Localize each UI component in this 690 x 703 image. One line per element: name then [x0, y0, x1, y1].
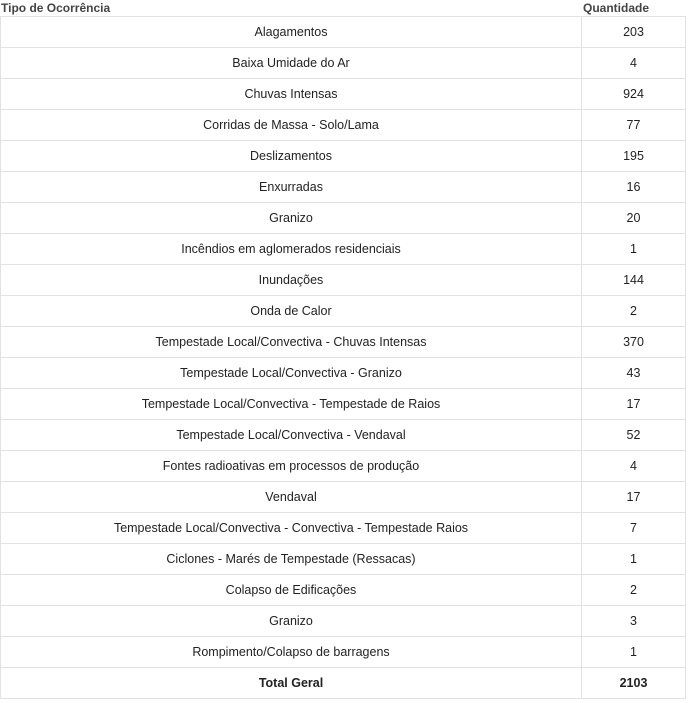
- quantity-cell: 4: [582, 451, 686, 481]
- occurrence-type-cell: Colapso de Edificações: [1, 575, 582, 605]
- header-type: Tipo de Ocorrência: [1, 1, 111, 15]
- quantity-cell: 20: [582, 203, 686, 233]
- quantity-cell: 52: [582, 420, 686, 450]
- quantity-cell: 3: [582, 606, 686, 636]
- occurrence-type-cell: Granizo: [1, 606, 582, 636]
- table-row: [1, 172, 686, 203]
- quantity-cell: 77: [582, 110, 686, 140]
- table-row: [1, 17, 686, 48]
- occurrence-type-cell: Incêndios em aglomerados residenciais: [1, 234, 582, 264]
- occurrence-type-cell: Enxurradas: [1, 172, 582, 202]
- occurrence-type-cell: Deslizamentos: [1, 141, 582, 171]
- occurrence-type-cell: Tempestade Local/Convectiva - Tempestade de Raios: [1, 389, 582, 419]
- table-row: [1, 544, 686, 575]
- table-row: [1, 606, 686, 637]
- table-row: [1, 265, 686, 296]
- table-row: [1, 513, 686, 544]
- quantity-cell: 2: [582, 296, 686, 326]
- occurrence-type-cell: Rompimento/Colapso de barragens: [1, 637, 582, 667]
- occurrence-type-cell: Vendaval: [1, 482, 582, 512]
- quantity-cell: 203: [582, 17, 686, 47]
- table-row: [1, 79, 686, 110]
- occurrence-type-cell: Chuvas Intensas: [1, 79, 582, 109]
- table-row: [1, 234, 686, 265]
- occurrence-type-cell: Ciclones - Marés de Tempestade (Ressacas): [1, 544, 582, 574]
- quantity-cell: 1: [582, 544, 686, 574]
- occurrence-type-cell: Tempestade Local/Convectiva - Convectiva - Tempestade Raios: [1, 513, 582, 543]
- table-row: [1, 451, 686, 482]
- occurrence-type-cell: Corridas de Massa - Solo/Lama: [1, 110, 582, 140]
- occurrence-type-cell: Onda de Calor: [1, 296, 582, 326]
- total-row: [1, 668, 686, 699]
- table-row: [1, 296, 686, 327]
- quantity-cell: 144: [582, 265, 686, 295]
- occurrence-type-cell: Tempestade Local/Convectiva - Granizo: [1, 358, 582, 388]
- table-body: [0, 16, 686, 699]
- table-row: [1, 48, 686, 79]
- quantity-cell: 1: [582, 637, 686, 667]
- total-label: Total Geral: [1, 668, 582, 698]
- quantity-cell: 4: [582, 48, 686, 78]
- table-row: [1, 203, 686, 234]
- quantity-cell: 17: [582, 389, 686, 419]
- table-row: [1, 575, 686, 606]
- quantity-cell: 43: [582, 358, 686, 388]
- table-row: [1, 358, 686, 389]
- occurrence-type-cell: Tempestade Local/Convectiva - Chuvas Intensas: [1, 327, 582, 357]
- occurrence-type-cell: Granizo: [1, 203, 582, 233]
- quantity-cell: 195: [582, 141, 686, 171]
- occurrence-type-cell: Baixa Umidade do Ar: [1, 48, 582, 78]
- table-row: [1, 389, 686, 420]
- table-row: [1, 110, 686, 141]
- table-row: [1, 482, 686, 513]
- quantity-cell: 16: [582, 172, 686, 202]
- table-row: [1, 420, 686, 451]
- quantity-cell: 2: [582, 575, 686, 605]
- occurrence-type-cell: Tempestade Local/Convectiva - Vendaval: [1, 420, 582, 450]
- total-quantity: 2103: [582, 668, 686, 698]
- quantity-cell: 7: [582, 513, 686, 543]
- header-quantity: Quantidade: [583, 1, 650, 15]
- quantity-cell: 17: [582, 482, 686, 512]
- occurrence-type-cell: Fontes radioativas em processos de produção: [1, 451, 582, 481]
- table-header: [0, 0, 686, 16]
- table-row: [1, 141, 686, 172]
- occurrence-type-cell: Alagamentos: [1, 17, 582, 47]
- quantity-cell: 370: [582, 327, 686, 357]
- quantity-cell: 924: [582, 79, 686, 109]
- occurrence-type-cell: Inundações: [1, 265, 582, 295]
- table-row: [1, 327, 686, 358]
- quantity-cell: 1: [582, 234, 686, 264]
- table-row: [1, 637, 686, 668]
